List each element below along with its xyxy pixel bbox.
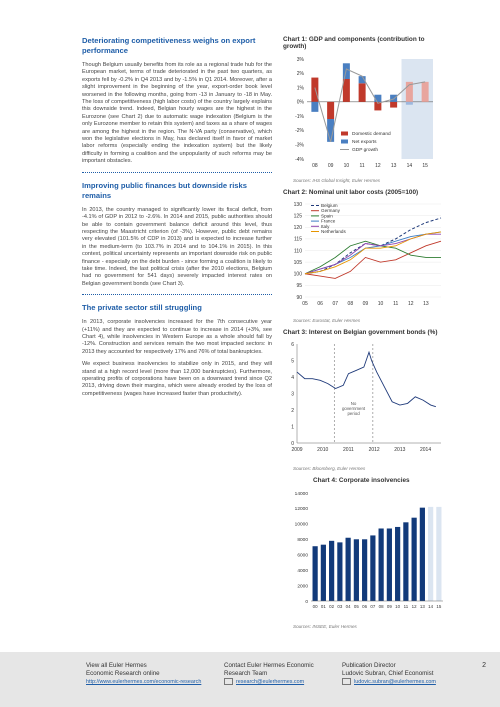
x-tick-label: 15 [422,163,428,169]
x-tick-label: 2012 [368,447,380,453]
y-tick-label: 14000 [294,491,308,497]
y-tick-label: 6000 [297,553,308,559]
insolvency-bar [362,539,367,601]
domestic-demand-bar [311,78,318,102]
x-tick-label: 2014 [420,447,432,453]
insolvency-bar [387,528,392,601]
footer-contact [224,662,314,686]
mail-icon [342,678,351,685]
footer-research-online [86,662,201,686]
x-tick-label: 09 [386,604,392,609]
y-tick-label: 4 [291,374,294,381]
insolvency-bar [412,518,417,601]
x-tick-label: 10 [377,301,384,307]
y-tick-label: 0 [305,599,308,605]
insolvency-bar [337,542,342,601]
x-tick-label: 12 [375,163,381,169]
x-tick-label: 11 [393,301,399,307]
y-tick-label: -3% [295,142,304,149]
footer-text: Economic Research online [86,670,160,677]
mail-icon [224,678,233,685]
chart3-source: Sources: Bloomberg, Euler Hermes [293,466,366,471]
x-tick-label: 03 [337,604,343,609]
domestic-demand-bar [422,82,429,102]
y-tick-label: 4000 [297,568,308,574]
chart1-gdp-components [283,53,448,171]
insolvency-bar [321,545,326,601]
x-tick-label: 2010 [317,447,329,453]
y-tick-label: 2 [291,407,294,414]
y-tick-label: -4% [295,156,304,163]
x-tick-label: 05 [302,301,308,307]
y-tick-label: 3 [291,391,294,398]
bond-yield-line [297,352,436,406]
research-email-link[interactable]: research@eulerhermes.com [236,679,305,686]
insolvency-bar [379,528,384,601]
footer-publication-director [342,662,436,686]
chart2-source: Sources: Eurostat, Euler Hermes [293,318,361,323]
net-exports-bar [406,102,413,105]
director-email-link[interactable]: ludovic.subran@eulerhermes.com [354,679,436,686]
x-tick-label: 07 [370,604,376,609]
forecast-shading [402,59,434,159]
x-tick-label: 01 [320,604,326,609]
x-tick-label: 10 [343,163,350,169]
legend-label: Netherlands [321,229,346,234]
y-tick-label: 100 [293,271,302,278]
y-tick-label: 110 [294,248,302,255]
page-number: 2 [482,662,486,669]
x-tick-label: 06 [317,301,323,307]
insolvency-bar [329,541,334,601]
x-tick-label: 15 [436,604,442,609]
legend-label: Germany [321,208,340,214]
paragraph-competitiveness: Though Belgium usually benefits from its role as a regional trade hub for the European market, terms of trade deteriorated in the past two quarters, as exports fell by -0.2% in Q4 2013 and by -1.5% in Q1 2014. Moreover, after a slight improvement in the beginning of the year, export-order book level worsened in the following months, going from -13 in January to -18 in May. The loss of competitiveness (high labor costs) of the country largely explains this downside trend. Indeed, Belgian hourly wages are the highest in the Eurozone (see Chart 2) due to automatic wage indexation (Belgium is the only Eurozone member to retain this system) and taxes as a share of wages are among the highest in the region. The N-VA party (conservative), which won the legislative elections in May, has declared itself in favor of market labor reforms (especially ending the indexation system) but the likely difficulty in forming a coalition and the unpopularity of such reforms may be important obstacles. [82,62,272,165]
gdp-growth-legend: GDP growth [352,148,379,153]
net-exports-bar [311,102,318,112]
x-tick-label: 14 [406,163,413,169]
y-tick-label: 10000 [294,522,308,528]
paragraph-public-finances: In 2013, the country managed to significantly lower its fiscal deficit, from -4.1% of GDP in 2012 to -2.6%. In 2014 and 2015, public authorities should be able to contain government balance deficit around this level, thus respecting the Maastricht criterion (of -3%). However, public debt remains very elevated (101.5% of CDP in 2013) and is expected to increase further in the medium-term (to 103.7% in 2014 and to 104.1% in 2015). In this context, political uncertainty represents an important downside risk on public finance - especially on the debt burden - since forming a coalition is likely to take time. Indeed, the last political crisis (after the 2010 elections, Belgium had no government for 541 days) severely impacted interest rates on Belgian government bonds (see Chart 3). [82,206,272,287]
chart3-title: Chart 3: Interest on Belgian government bonds (%) [283,329,438,336]
x-tick-label: 10 [395,604,401,609]
section-divider [82,294,272,295]
x-tick-label: 12 [411,604,417,609]
section-title-competitiveness: Deteriorating competitiveness weighs on export performance [82,36,256,55]
x-tick-label: 14 [428,604,434,609]
footer-text: Ludovic Subran, Chief Economist [342,670,434,677]
x-tick-label: 13 [390,163,397,169]
footer-text: Publication Director [342,662,396,669]
legend-label: Belgium [321,203,338,208]
y-tick-label: 0 [291,440,294,447]
net-exports-bar [390,95,397,102]
chart1-title: Chart 1: GDP and components (contribution to growth) [283,36,425,50]
y-tick-label: 6 [291,341,294,348]
footer-text: Contact Euler Hermes Economic [224,662,314,669]
page-footer [0,652,500,707]
x-tick-label: 08 [347,301,354,307]
domestic-demand-bar [390,102,397,108]
chart4-corporate-insolvencies [283,487,448,617]
y-tick-label: 3% [296,56,304,63]
y-tick-label: 2% [296,71,304,78]
x-tick-label: 09 [362,301,369,307]
footer-text: Research Team [224,670,268,677]
insolvency-bar [428,507,433,601]
chart4-title: Chart 4: Corporate insolvencies [313,477,410,484]
chart4-source: Sources: INSEE, Euler Hermes [293,624,357,629]
insolvency-bar [313,546,318,601]
net-exports-legend: Net exports [352,140,377,145]
domestic-demand-bar [327,102,334,119]
x-tick-label: 11 [359,163,365,169]
x-tick-label: 09 [327,163,334,169]
domestic-demand-legend: Domestic demand [352,132,391,137]
footer-text: View all Euler Hermes [86,662,147,669]
insolvency-bar [420,508,425,601]
y-tick-label: 120 [293,225,302,232]
y-tick-label: -1% [295,113,304,120]
insolvency-bar [436,507,441,601]
x-tick-label: 08 [378,604,384,609]
y-tick-label: 125 [293,213,302,220]
y-tick-label: 115 [294,236,302,243]
x-tick-label: 2013 [394,447,406,453]
domestic-demand-bar [359,83,366,102]
y-tick-label: 12000 [294,507,308,513]
legend-label: Italy [321,223,330,229]
y-tick-label: 5 [291,358,294,365]
insolvency-bar [395,527,400,601]
no-government-annotation: period [347,411,360,417]
x-tick-label: 08 [312,163,318,169]
x-tick-label: 2009 [291,447,303,453]
y-tick-label: 1 [291,424,294,431]
x-tick-label: 04 [345,604,351,609]
chart2-title: Chart 2: Nominal unit labor costs (2005=100) [283,189,419,196]
x-tick-label: 02 [329,604,335,609]
net-exports-legend-swatch [341,140,348,144]
section-divider [82,172,272,173]
y-tick-label: 95 [296,283,302,290]
x-tick-label: 11 [403,604,409,609]
x-tick-label: 00 [312,604,318,609]
section-title-private-sector: The private sector still struggling [82,303,202,313]
x-tick-label: 2011 [343,447,354,453]
y-tick-label: -2% [295,128,304,135]
no-government-annotation: No [350,401,357,407]
series-line-italy [305,234,441,274]
insolvency-bar [354,539,359,601]
research-website-link[interactable]: http://www.eulerhermes.com/economic-research [86,679,202,685]
y-tick-label: 105 [293,259,302,266]
y-tick-label: 90 [296,294,302,301]
insolvency-bar [370,535,375,601]
no-government-annotation: government [341,406,366,412]
left-column [82,36,272,403]
y-tick-label: 8000 [297,538,308,544]
charts-column [283,36,448,635]
paragraph-insolvencies-outlook: We expect business insolvencies to stabilize only in 2015, and they will stand at a high record level (more than 12,000 bankruptcies). Furthermore, operating profits of corporations have been on a downward trend since Q2 2013, driving down their margins, which were already eroded by the loss of competitiveness (wages have increased faster than productivity). [82,361,272,397]
section-title-public-finances: Improving public finances but downside risks remains [82,180,247,200]
legend-label: Spain [321,213,333,219]
chart1-source: Sources: IHS Global Insight, Euler Hermes [293,178,381,183]
x-tick-label: 06 [362,604,368,609]
x-tick-label: 13 [419,604,425,609]
chart2-unit-labor-costs [283,199,448,311]
insolvency-bar [403,522,408,601]
x-tick-label: 12 [407,301,414,307]
y-tick-label: 0% [296,99,304,106]
x-tick-label: 13 [423,301,429,307]
paragraph-insolvencies: In 2013, corporate insolvencies increased for the 7th consecutive year (+11%) and they are expected to continue to increase in 2014 (+3%, see Chart 4), while insolvencies in Western Europe as a whole should fall by -12%. Construction and services remain the two most impacted sectors: in 2013 they accounted for respectively 17% and 76% of total bankruptcies. [82,319,272,355]
y-tick-label: 130 [293,201,302,208]
insolvency-bar [346,538,351,601]
x-tick-label: 05 [353,604,359,609]
x-tick-label: 07 [332,301,339,307]
domestic-demand-legend-swatch [341,132,348,136]
legend-label: France [321,218,336,224]
y-tick-label: 1% [296,85,304,92]
y-tick-label: 2000 [297,584,308,590]
chart3-bond-interest [283,339,448,459]
